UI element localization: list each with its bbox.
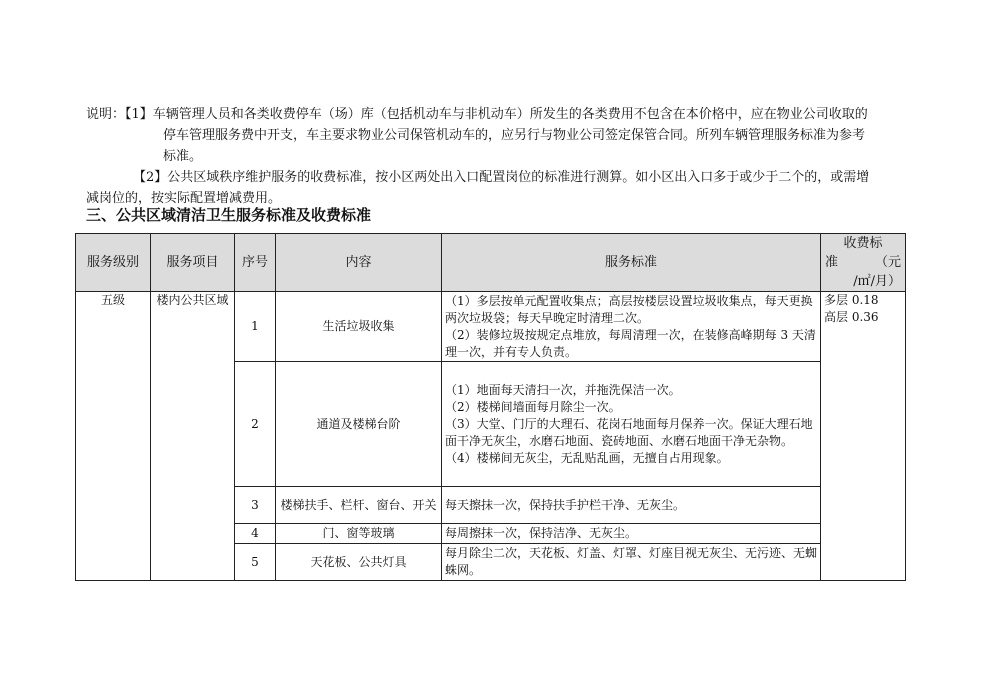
standard-cell — [442, 362, 821, 487]
seq-cell: 4 — [235, 524, 276, 544]
note-item-2: 【2】公共区域秩序维护服务的收费标准，按小区两处出入口配置岗位的标准进行测算。如小区出入口多于或少于二个的，或需增减岗位的，按实际配置增减费用。 — [86, 170, 870, 206]
seq-cell: 1 — [235, 292, 276, 362]
header-standard: 服务标准 — [442, 234, 821, 292]
cleaning-fee-table — [75, 233, 906, 581]
standard-cell — [442, 292, 821, 362]
content-cell: 通道及楼梯台阶 — [276, 362, 442, 487]
standard-cell — [442, 524, 821, 544]
standard-line: 每天擦抹一次，保持扶手护栏干净、无灰尘。 — [445, 497, 686, 512]
content-cell: 楼梯扶手、栏杆、窗台、开关 — [276, 487, 442, 524]
table-header-row — [76, 234, 906, 292]
standard-line: 每月除尘二次，天花板、灯盖、灯罩、灯座目视无灰尘、无污迹、无蜘蛛网。 — [445, 546, 818, 577]
header-fee-line1: 收费标 — [843, 236, 883, 251]
header-fee-line2a: 准 — [825, 255, 839, 270]
header-seq: 序号 — [235, 234, 276, 292]
standard-line: （1）地面每天清扫一次，并拖洗保洁一次。 — [445, 382, 681, 397]
seq-cell: 5 — [235, 544, 276, 581]
header-fee-line2 — [825, 253, 901, 272]
fee-highrise: 高层 0.36 — [824, 310, 879, 324]
service-item-cell: 楼内公共区域 — [151, 292, 235, 581]
standard-cell — [442, 487, 821, 524]
standard-line: 每周擦抹一次，保持洁净、无灰尘。 — [445, 526, 638, 540]
standard-line: （3）大堂、门厅的大理石、花岗石地面每月保养一次。保证大理石地面干净无灰尘，水磨石地面、瓷砖地面、水磨石地面干净无杂物。 — [445, 416, 813, 448]
notes-label: 说明： — [86, 107, 126, 122]
service-level-cell: 五级 — [76, 292, 151, 581]
standard-line: （2）楼梯间墙面每月除尘一次。 — [445, 399, 621, 414]
header-service-item: 服务项目 — [151, 234, 235, 292]
note-item-1-text: 【1】车辆管理人员和各类收费停车（场）库（包括机动车与非机动车）所发生的各类费用不包含在本价格中，应在物业公司收取的停车管理服务费中开支，车主要求物业公司保管机动车的，应另行与物业公司签定保管合同。所列车辆管理服务标准为参考标准。 — [125, 107, 868, 164]
header-fee-line2b: （元 — [874, 255, 901, 270]
seq-cell: 3 — [235, 487, 276, 524]
content-cell: 天花板、公共灯具 — [276, 544, 442, 581]
notes-block — [86, 104, 876, 209]
header-service-level: 服务级别 — [76, 234, 151, 292]
fee-multistory: 多层 0.18 — [824, 293, 879, 307]
section-title: 三、公共区域清洁卫生服务标准及收费标准 — [86, 206, 372, 224]
standard-line: （1）多层按单元配置收集点；高层按楼层设置垃圾收集点，每天更换两次垃圾袋；每天早晚定时清理二次。 — [445, 293, 813, 325]
fee-cell — [821, 292, 906, 581]
standard-line: （2）装修垃圾按规定点堆放，每周清理一次，在装修高峰期每 3 天清理一次，并有专人负责。 — [445, 327, 816, 359]
header-content: 内容 — [276, 234, 442, 292]
note-item-1 — [86, 104, 876, 167]
standard-line: （4）楼梯间无灰尘，无乱贴乱画，无擅自占用现象。 — [445, 450, 729, 465]
content-cell: 生活垃圾收集 — [276, 292, 442, 362]
header-fee-line3: /㎡/月） — [853, 274, 901, 289]
seq-cell: 2 — [235, 362, 276, 487]
standard-cell — [442, 544, 821, 581]
content-cell: 门、窗等玻璃 — [276, 524, 442, 544]
header-fee — [821, 234, 906, 292]
table-row — [76, 292, 906, 362]
